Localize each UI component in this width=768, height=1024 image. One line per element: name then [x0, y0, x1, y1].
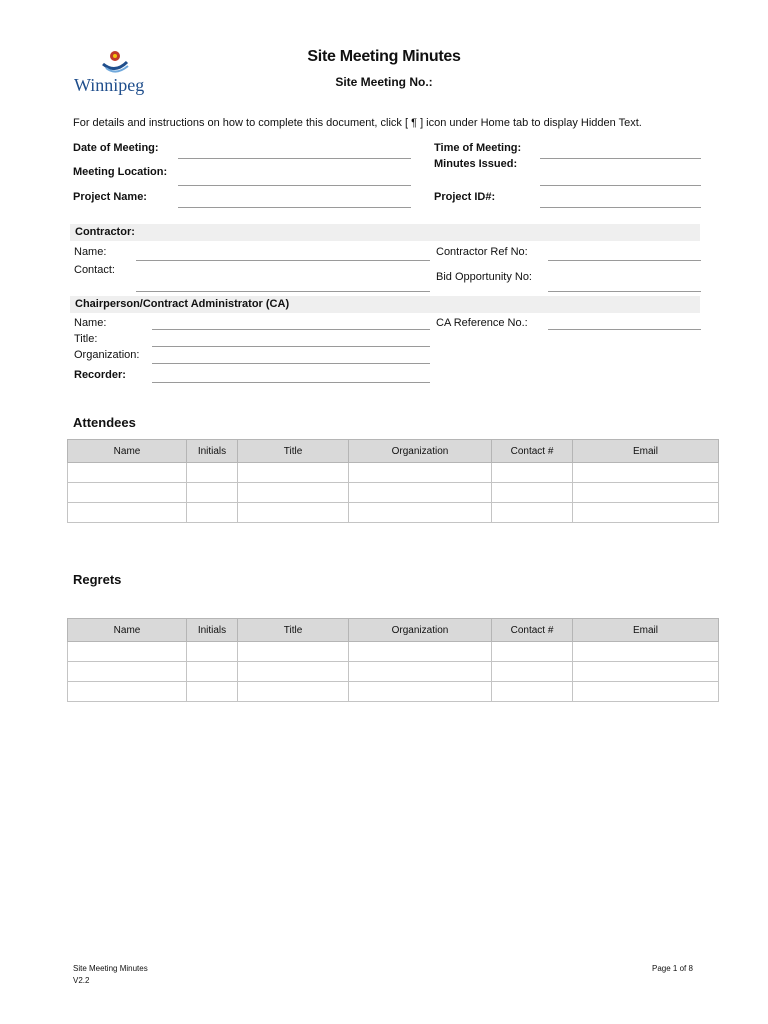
table-cell[interactable]: [187, 682, 238, 702]
table-cell[interactable]: [573, 682, 719, 702]
table-cell[interactable]: [68, 483, 187, 503]
meeting-location-label: Meeting Location:: [73, 166, 168, 178]
contractor-name-label: Name:: [74, 246, 107, 258]
table-cell[interactable]: [492, 662, 573, 682]
column-header-organization: Organization: [349, 619, 492, 642]
minutes-issued-label: Minutes Issued:: [434, 158, 518, 170]
recorder-field[interactable]: [152, 382, 430, 383]
contractor-section-header: [70, 224, 700, 241]
attendees-header-row: [68, 440, 719, 463]
table-cell[interactable]: [187, 483, 238, 503]
column-header-title: Title: [238, 619, 349, 642]
table-cell[interactable]: [238, 463, 349, 483]
ca-title-field[interactable]: [152, 346, 430, 347]
date-of-meeting-label: Date of Meeting:: [73, 142, 159, 154]
table-cell[interactable]: [187, 503, 238, 523]
contractor-contact-label: Contact:: [74, 264, 115, 276]
table-cell[interactable]: [238, 503, 349, 523]
column-header-initials: Initials: [187, 440, 238, 463]
project-id-label: Project ID#:: [434, 191, 496, 203]
ca-name-field[interactable]: [152, 329, 430, 330]
column-header-name: Name: [68, 619, 187, 642]
chairperson-section-title: Chairperson/Contract Administrator (CA): [75, 298, 290, 310]
table-cell[interactable]: [187, 662, 238, 682]
table-row: [68, 682, 719, 702]
column-header-email: Email: [573, 619, 719, 642]
date-of-meeting-field[interactable]: [178, 158, 411, 159]
table-cell[interactable]: [492, 503, 573, 523]
meeting-location-field[interactable]: [178, 185, 411, 186]
column-header-organization: Organization: [349, 440, 492, 463]
project-name-label: Project Name:: [73, 191, 147, 203]
attendees-table: [67, 439, 719, 523]
table-cell[interactable]: [68, 503, 187, 523]
minutes-issued-field[interactable]: [540, 185, 701, 186]
document-title: Site Meeting Minutes: [307, 48, 461, 65]
ca-organization-field[interactable]: [152, 363, 430, 364]
chairperson-section-header: [70, 296, 700, 313]
table-cell[interactable]: [492, 483, 573, 503]
table-cell[interactable]: [187, 463, 238, 483]
time-of-meeting-label: Time of Meeting:: [434, 142, 522, 154]
table-cell[interactable]: [349, 483, 492, 503]
table-cell[interactable]: [573, 642, 719, 662]
ca-name-label: Name:: [74, 317, 107, 329]
contractor-ref-label: Contractor Ref No:: [436, 246, 528, 258]
column-header-contact: Contact #: [492, 440, 573, 463]
contractor-contact-field[interactable]: [136, 291, 430, 292]
table-cell[interactable]: [68, 662, 187, 682]
footer-doc-name: Site Meeting Minutes: [73, 964, 148, 973]
bid-opportunity-field[interactable]: [548, 291, 701, 292]
table-row: [68, 503, 719, 523]
table-cell[interactable]: [187, 642, 238, 662]
table-cell[interactable]: [492, 682, 573, 702]
ca-reference-field[interactable]: [548, 329, 701, 330]
table-cell[interactable]: [68, 682, 187, 702]
time-of-meeting-field[interactable]: [540, 158, 701, 159]
column-header-title: Title: [238, 440, 349, 463]
table-row: [68, 463, 719, 483]
table-cell[interactable]: [349, 463, 492, 483]
recorder-label: Recorder:: [74, 369, 126, 381]
table-cell[interactable]: [349, 642, 492, 662]
column-header-contact: Contact #: [492, 619, 573, 642]
instructions-text: For details and instructions on how to complete this document, click [ ¶ ] icon under Home tab to display Hidden Text.: [73, 117, 642, 129]
table-row: [68, 642, 719, 662]
table-cell[interactable]: [492, 642, 573, 662]
table-cell[interactable]: [492, 463, 573, 483]
column-header-name: Name: [68, 440, 187, 463]
regrets-header-row: [68, 619, 719, 642]
logo-wordmark: Winnipeg: [74, 75, 145, 95]
contractor-ref-field[interactable]: [548, 260, 701, 261]
table-cell[interactable]: [573, 483, 719, 503]
regrets-table: [67, 618, 719, 702]
table-cell[interactable]: [68, 463, 187, 483]
table-cell[interactable]: [238, 642, 349, 662]
project-id-field[interactable]: [540, 207, 701, 208]
contractor-name-field[interactable]: [136, 260, 430, 261]
table-cell[interactable]: [349, 503, 492, 523]
table-cell[interactable]: [349, 682, 492, 702]
site-meeting-number-label: Site Meeting No.:: [335, 75, 433, 89]
column-header-initials: Initials: [187, 619, 238, 642]
table-cell[interactable]: [238, 662, 349, 682]
footer-version: V2.2: [73, 976, 90, 985]
table-cell[interactable]: [573, 503, 719, 523]
table-cell[interactable]: [573, 662, 719, 682]
ca-reference-label: CA Reference No.:: [436, 317, 528, 329]
column-header-email: Email: [573, 440, 719, 463]
table-row: [68, 483, 719, 503]
table-cell[interactable]: [68, 642, 187, 662]
table-row: [68, 662, 719, 682]
ca-organization-label: Organization:: [74, 349, 140, 361]
table-cell[interactable]: [238, 483, 349, 503]
attendees-heading: Attendees: [73, 415, 136, 430]
footer-page-number: Page 1 of 8: [652, 964, 693, 973]
ca-title-label: Title:: [74, 333, 98, 345]
table-cell[interactable]: [349, 662, 492, 682]
project-name-field[interactable]: [178, 207, 411, 208]
bid-opportunity-label: Bid Opportunity No:: [436, 271, 532, 283]
regrets-heading: Regrets: [73, 572, 122, 587]
contractor-section-title: Contractor:: [75, 226, 135, 238]
table-cell[interactable]: [238, 682, 349, 702]
table-cell[interactable]: [573, 463, 719, 483]
